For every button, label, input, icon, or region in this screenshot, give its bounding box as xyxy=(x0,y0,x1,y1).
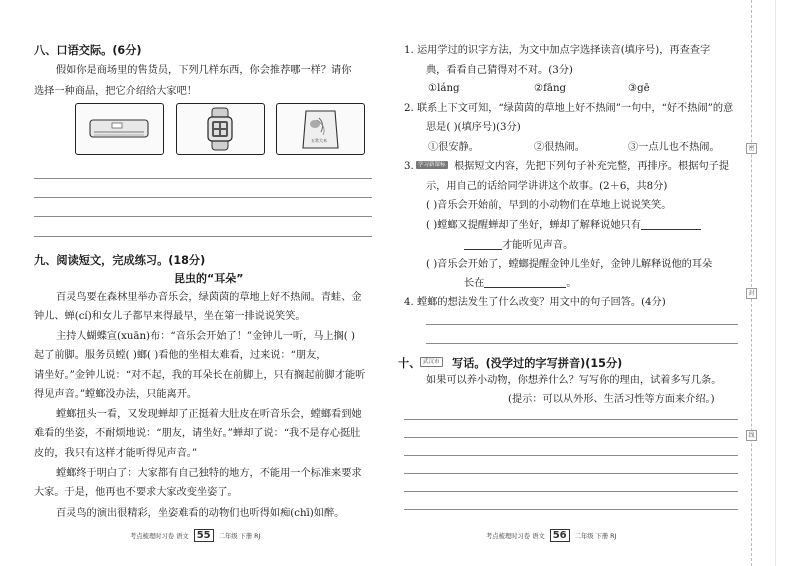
passage-line: 请坐好。”金钟儿说：“对不起，我的耳朵长在前脚上，只有搁起前脚才能听 xyxy=(34,370,366,381)
section-10-prefix: 十、 xyxy=(398,357,421,370)
footer-subject: 语文 xyxy=(532,533,545,540)
question-3-item-cont xyxy=(464,239,573,252)
footer-grade: 二年级 xyxy=(218,533,238,540)
answer-line xyxy=(34,178,372,179)
answer-line xyxy=(426,324,738,325)
passage-line: 难看的坐姿，不耐烦地说：“朋友，请坐好。”蝉却了说：“我不是存心挺肚 xyxy=(34,428,361,439)
passage-line: 得见声音。”螳螂没办法，只能离开。 xyxy=(34,389,198,400)
question-3-item: ( )音乐会开始前，早到的小动物们在草地上说说笑笑。 xyxy=(426,200,672,211)
footer-book: 考点梳理时习卷 xyxy=(130,533,175,540)
page-number: 55 xyxy=(194,529,214,542)
passage-line: 大家。于是，他再也不要求大家改变坐姿了。 xyxy=(34,487,238,498)
question-3-item xyxy=(426,219,701,232)
seal-mark: 线 xyxy=(746,430,757,441)
footer-subject: 语文 xyxy=(176,533,189,540)
passage-title: 昆虫的“耳朵” xyxy=(174,272,244,285)
question-3-line2: 示，用自己的话给同学讲讲这个故事。(2＋6，共8分) xyxy=(426,181,668,192)
writing-line xyxy=(404,473,738,474)
question-4-text: 4. 螳螂的想法发生了什么改变？用文中的句子回答。(4分) xyxy=(404,297,666,308)
question-2-option: ②很热闹。 xyxy=(534,142,585,153)
fill-blank[interactable] xyxy=(464,239,502,250)
fill-blank[interactable] xyxy=(641,219,701,230)
smartwatch-icon xyxy=(177,104,264,154)
new-standard-badge: 学习新课标 xyxy=(418,162,446,168)
question-2-option: ③一点儿也不热闹。 xyxy=(628,142,720,153)
writing-line xyxy=(404,419,738,420)
region-badge: 武汉市 xyxy=(420,357,443,367)
footer-edition: RJ xyxy=(610,533,617,540)
passage-line: 螳螂扭头一看，又发现蝉却了正挺着大肚皮在听音乐会，螳螂看到她 xyxy=(56,409,362,420)
answer-line xyxy=(426,343,738,344)
passage-line: 起了前脚。服务员螳( )螂( )看他的坐相太难看，过来说：“朋友， xyxy=(34,350,327,361)
footer-term: 下册 xyxy=(595,533,609,540)
answer-line xyxy=(34,216,372,217)
section-10-hint: (提示：可以从外形、生活习性等方面来介绍。) xyxy=(508,394,715,405)
question-2-line1: 2. 联系上下文可知，“绿茵茵的草地上好不热闹”一句中，“好不热闹”的意 xyxy=(404,103,734,114)
product-box-rice-bag xyxy=(276,103,365,155)
question-1-option: ③gē xyxy=(628,83,650,94)
question-2-line2: 思是( )(填序号)(3分) xyxy=(426,122,521,133)
writing-line xyxy=(404,455,738,456)
section-10-prompt: 如果可以养小动物，你想养什么？写写你的理由，试着多写几条。 xyxy=(426,375,722,386)
writing-line xyxy=(404,491,738,492)
question-3-item: ( )音乐会开始了，螳螂提醒金钟儿坐好，金钟儿解释说他的耳朵 xyxy=(426,259,713,270)
section-8-prompt-line1: 假如你是商场里的售货员，下列几样东西，你会推荐哪一样？请你 xyxy=(56,65,352,76)
question-3-number: 3. xyxy=(404,161,414,172)
question-1-line2: 典，看看自己猜得对不对。(3分) xyxy=(426,65,573,76)
footer-grade: 二年级 xyxy=(574,533,594,540)
passage-line: 百灵鸟的演出很精彩，坐姿难看的动物们也听得如痴(chī)如醉。 xyxy=(56,508,345,519)
rice-bag-icon xyxy=(277,104,364,154)
binding-dashed-line xyxy=(751,0,752,566)
seal-mark: 密 xyxy=(746,143,757,154)
fill-blank[interactable] xyxy=(484,277,566,288)
page-footer-right xyxy=(486,529,616,542)
footer-book: 考点梳理时习卷 xyxy=(486,533,531,540)
writing-line xyxy=(404,437,738,438)
passage-line: 皮的，我只有这样才能听得见声音。” xyxy=(34,448,198,459)
answer-line xyxy=(34,197,372,198)
section-8-prompt-line2: 选择一种商品，把它介绍给大家吧！ xyxy=(34,86,197,97)
question-1-option: ①láng xyxy=(428,83,460,94)
question-3-item-text: 才能听见声音。 xyxy=(502,240,574,251)
passage-line: 百灵鸟要在森林里举办音乐会，绿茵茵的草地上好不热闹。青蛙、金 xyxy=(56,292,362,303)
product-box-smartwatch xyxy=(176,103,265,155)
section-9-heading: 九、阅读短文，完成练习。(18分) xyxy=(34,254,206,267)
question-3-line1: 根据短文内容，先把下列句子补充完整，再排序。根据句子提 xyxy=(454,161,730,172)
air-conditioner-icon xyxy=(76,104,163,154)
question-3-item-cont xyxy=(464,277,577,290)
page-number: 56 xyxy=(550,529,570,542)
question-1-line1: 1. 运用学过的识字方法，为文中加点字选择读音(填序号)，再查查字 xyxy=(404,45,711,56)
question-3-item-end: 。 xyxy=(566,278,577,289)
passage-line: 主持人蝴蝶宣(xuān)布：“音乐会开始了！”金钟儿一听，马上搁( ) xyxy=(56,331,355,342)
question-1-option: ②fāng xyxy=(534,83,567,94)
answer-line xyxy=(34,236,372,237)
writing-line xyxy=(404,509,738,510)
passage-line: 螳螂终于明白了：大家都有自己独特的地方，不能用一个标准来要求 xyxy=(56,468,362,479)
product-box-air-conditioner xyxy=(75,103,164,155)
question-2-option: ①很安静。 xyxy=(428,142,479,153)
passage-line: 钟儿、蝉(cí)和女儿子都早来得最早，坐在第一排说说笑笑。 xyxy=(34,311,306,322)
binding-edge-line xyxy=(775,0,776,566)
rice-bag-label: 五常大米 xyxy=(311,138,327,143)
seal-mark: 封 xyxy=(746,288,757,299)
footer-edition: RJ xyxy=(254,533,261,540)
footer-term: 下册 xyxy=(239,533,253,540)
section-10-heading: 写话。(没学过的字写拼音)(15分) xyxy=(452,357,623,370)
page-footer-left xyxy=(130,529,260,542)
question-3-item-text: ( )螳螂又提醒蝉却了坐好，蝉却了解释说她只有 xyxy=(426,220,641,231)
question-3-item-text: 长在 xyxy=(464,278,485,289)
section-8-heading: 八、口语交际。(6分) xyxy=(34,44,142,57)
